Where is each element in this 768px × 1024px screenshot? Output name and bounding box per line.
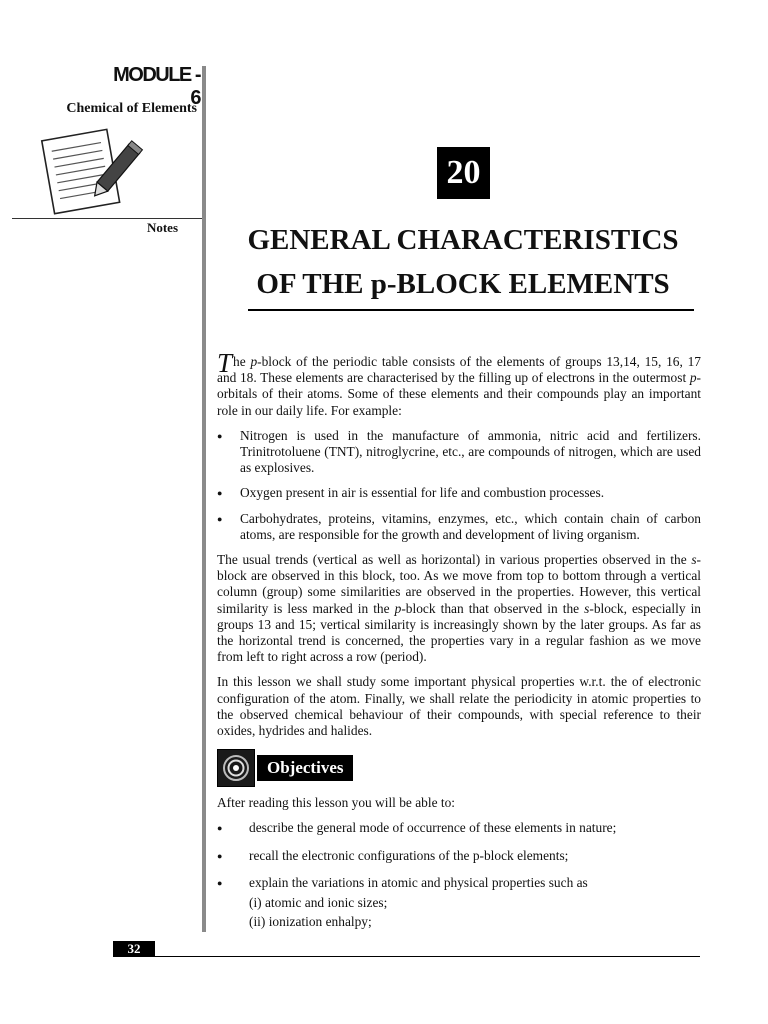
list-item: (ii) ionization enhalpy; [249,914,372,930]
chapter-title-line-1: GENERAL CHARACTERISTICS [247,224,679,256]
page-number: 32 [113,941,155,957]
chapter-number: 20 [437,147,490,199]
trends-paragraph: The usual trends (vertical as well as horizontal) in various properties observed in the s-block are observed in this block, too. As we move from top to bottom through a vertical column (group) some similarities are observed in the properties. However, this vertical similarity is less marked in the p-block than that observed in the s-block, especially in groups 13 and 15; vertical similarity is increasingly shown by the later groups. As far as the horizontal trend is concerned, the properties vary in a regular fashion as we move from left to right across a row (period). [217,552,701,665]
objectives-label: Objectives [257,755,353,781]
list-item: ● describe the general mode of occurrence of these elements in nature; [217,820,701,836]
title-underline [248,309,694,311]
objectives-heading [217,749,701,787]
target-icon [217,749,255,787]
lesson-body [217,348,701,941]
footer-rule [113,956,700,957]
list-item: ● recall the electronic configurations of the p-block elements; [217,848,701,864]
list-item: (i) atomic and ionic sizes; [249,895,388,911]
objectives-sublist [249,895,701,930]
module-title: MODULE - 6 [113,64,200,109]
list-item: ● explain the variations in atomic and physical properties such as (i) atomic and ionic sizes; (ii) ionization enhalpy; [217,875,701,931]
notepad-pencil-icon [34,128,146,216]
examples-list [217,428,701,543]
objectives-intro: After reading this lesson you will be able to: [217,795,456,811]
list-item: ● Carbohydrates, proteins, vitamins, enzymes, etc., which contain chain of carbon atoms, are responsible for the growth and development of living organism. [217,511,701,543]
intro-paragraph: The p-block of the periodic table consists of the elements of groups 13,14, 15, 16, 17 and 18. These elements are characterised by the filling up of electrons in the outermost p-orbitals of their atoms. Some of these elements and their compounds play an important role in our daily life. For example: [217,348,701,418]
objectives-list [217,820,701,930]
list-item: ● Oxygen present in air is essential for life and combustion processes. [217,485,701,501]
chapter-title-line-2: OF THE p-BLOCK ELEMENTS [256,268,670,300]
chapter-title [215,218,711,306]
notes-label: Notes [146,220,178,235]
module-subtitle: Chemical of Elements [66,101,197,116]
notes-divider [12,218,204,219]
list-item: ● Nitrogen is used in the manufacture of ammonia, nitric acid and fertilizers. Trinitrotoluene (TNT), nitroglycrine, etc., are compounds of nitrogen, which are used as explosives. [217,428,701,477]
margin-bar [202,66,206,932]
lesson-paragraph: In this lesson we shall study some important physical properties w.r.t. the of electronic configuration of the atom. Finally, we shall relate the periodicity in atomic properties to the observed chemical behaviour of their compounds, with special reference to their oxides, hydrides and halides. [217,674,701,739]
